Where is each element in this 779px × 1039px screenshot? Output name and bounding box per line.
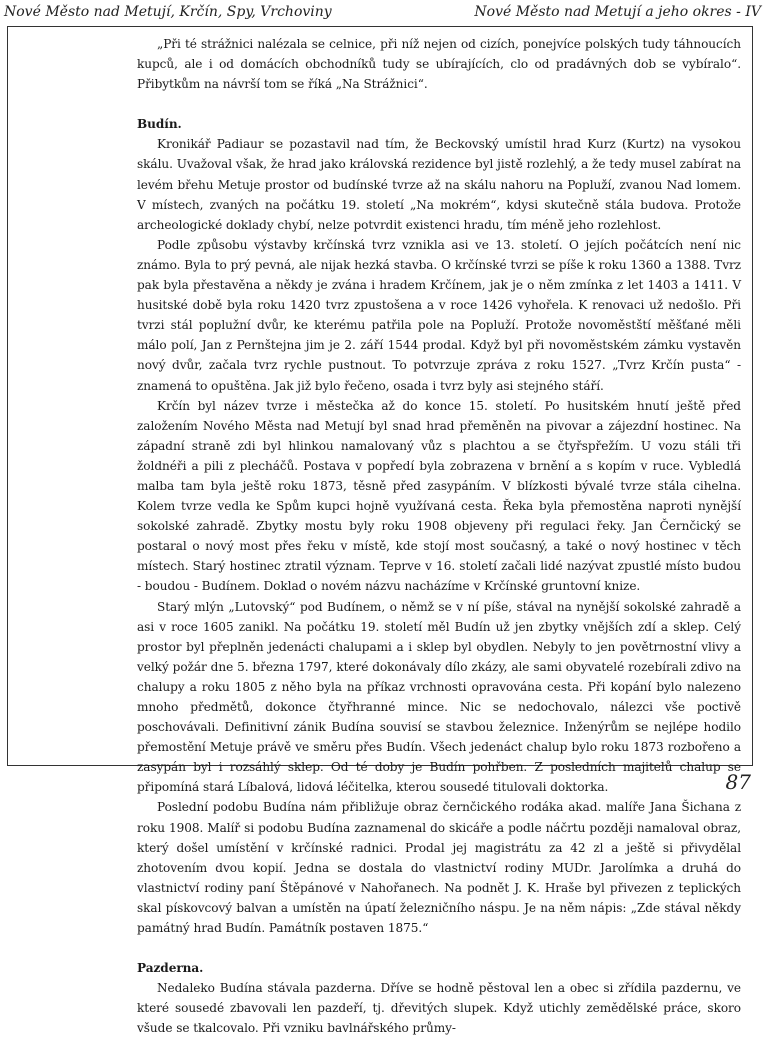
intro-quote-paragraph: „Při té strážnici nalézala se celnice, při níž nejen od cizích, ponejvíce polských tudy táhnoucích kupců, ale i od domácích obchodníků tudy se ubírajících, clo od pradávných dob se vybíralo“. Přibytkům na návrší tom se říká „Na Strážnici“.: [137, 37, 741, 92]
body-paragraph: Poslední podobu Budína nám přibližuje obraz černčického rodáka akad. malíře Jana Šichana z roku 1908. Malíř si podobu Budína zaznamenal do skicáře a podle náčrtu později namaloval obraz, který došel umístění v krčínské radnici. Prodal jej magistrátu za 42 zl a ještě si přivydělal zhotovením dvou kopií. Jedna se dostala do vlastnictví rodiny MUDr. Jarolímka a druhá do vlastnictví rodiny paní Štěpánové v Nahořanech. Na podnět J. K. Hraše byl přivezen z teplických skal pískovcový balvan a umístěn na úpatí železničního náspu. Je na něm nápis: „Zde stával někdy památný hrad Budín. Památník postaven 1875.“: [137, 800, 741, 936]
section-heading-budin: Budín.: [137, 117, 182, 132]
body-paragraph: Nedaleko Budína stávala pazderna. Dříve se hodně pěstoval len a obec si zřídila pazdernu, ve které sousedé zbavovali len pazdeří, tj. dřevitých slupek. Když utichly zemědělské práce, skoro všude se tkalcovalo. Při vzniku bavlnářského průmy-: [137, 981, 741, 1036]
body-paragraph: Kronikář Padiaur se pozastavil nad tím, že Beckovský umístil hrad Kurz (Kurtz) na vysokou skálu. Uvažoval však, že hrad jako královská rezidence byl jistě rozlehlý, a že tedy musel zabírat na levém břehu Metuje prostor od budínské tvrze až na skálu nahoru na Popluží, zvanou Nad lomem. V místech, zvaných na počátku 19. století „Na mokrém“, kdysi skutečně stála budova. Protože archeologické doklady chybí, nelze potvrdit existenci hradu, tím méně jeho rozlehlost.: [137, 137, 741, 232]
section-heading-pazderna: Pazderna.: [137, 961, 204, 976]
header-left-title: Nové Město nad Metují, Krčín, Spy, Vrchoviny: [4, 4, 332, 20]
header-right-title: Nové Město nad Metují a jeho okres - IV: [474, 4, 761, 20]
section-spacer: [137, 94, 741, 114]
page-body: [137, 34, 741, 1039]
body-paragraph: Krčín byl název tvrze i městečka až do konce 15. století. Po husitském hnutí ještě před založením Nového Města nad Metují byl snad hrad přeměněn na pivovar a zájezdní hostinec. Na západní straně zdi byl hlinkou namalovaný vůz s plachtou a se čtyřspřežím. U vozu stáli tři žoldnéři a pili z plecháčů. Postava v popředí byla zobrazena v brnění a s kopím v ruce. Vybledlá malba tam byla ještě roku 1873, těsně před zasypáním. V blízkosti bývalé tvrze stála cihelna. Kolem tvrze vedla ke Spům kupci hojně využívaná cesta. Řeka byla přemostěna naproti nynější sokolské zahradě. Zbytky mostu byly roku 1908 objeveny při regulaci řeky. Jan Černčický se postaral o nový most přes řeku v místě, kde stojí most současný, a také o nový hostinec v těch místech. Starý hostinec ztratil význam. Teprve v 16. století začali lidé nazývat zpustlé místo budou - boudou - Budínem. Doklad o novém názvu nacházíme v Krčínské gruntovní knize.: [137, 398, 741, 594]
page-number: 87: [725, 770, 751, 794]
section-spacer: [137, 938, 741, 958]
body-paragraph: Podle způsobu výstavby krčínská tvrz vznikla asi ve 13. století. O jejích počátcích není nic známo. Byla to prý pevná, ale nijak hezká stavba. O krčínské tvrzi se píše k roku 1360 a 1388. Tvrz pak byla přestavěna a někdy je zvána i hradem Krčínem, jak je o něm zmínka z let 1403 a 1411. V husitské době byla roku 1420 tvrz zpustošena a v roce 1426 vyhořela. K renovaci už nedošlo. Při tvrzi stál poplužní dvůr, ke kterému patřila pole na Popluží. Protože novoměstští měšťané měli málo polí, Jan z Pernštejna jim je 2. září 1544 prodal. Když byl při novoměstském zámku vystavěn nový dvůr, začala tvrz rychle pustnout. To potvrzuje zpráva z roku 1527. „Tvrz Krčín pusta“ - znamená to opuštěna. Jak již bylo řečeno, osada i tvrz byly asi stejného stáří.: [137, 237, 741, 393]
running-header: [0, 0, 779, 24]
body-paragraph: Starý mlýn „Lutovský“ pod Budínem, o němž se v ní píše, stával na nynější sokolské zahradě a asi v roce 1605 zanikl. Na počátku 19. století měl Budín už jen zbytky vnějších zdí a sklep. Celý prostor byl přeplněn jedenácti chalupami a i sklep byl obydlen. Nebyly to jen povětrnostní vlivy a velký požár dne 5. března 1797, které dokonávaly dílo zkázy, ale sami obyvatelé rozebírali zdivo na chalupy a roku 1805 z něho byla na příkaz vrchnosti opravována cesta. Při kopání bylo nalezeno mnoho předmětů, dokonce čtyřhranné mince. Nic se nedochovalo, nálezci vše poctivě poschovávali. Definitivní zánik Budína souvisí se stavbou železnice. Inženýrům se nejlépe hodilo přemostění Metuje právě ve směru přes Budín. Všech jedenáct chalup bylo roku 1873 rozbořeno a zasypán byl i rozsáhlý sklep. Od té doby je Budín pohřben. Z posledních majitelů chalup se připomíná stará Líbalová, lidová léčitelka, kterou sousedé titulovali doktorka.: [137, 599, 741, 795]
